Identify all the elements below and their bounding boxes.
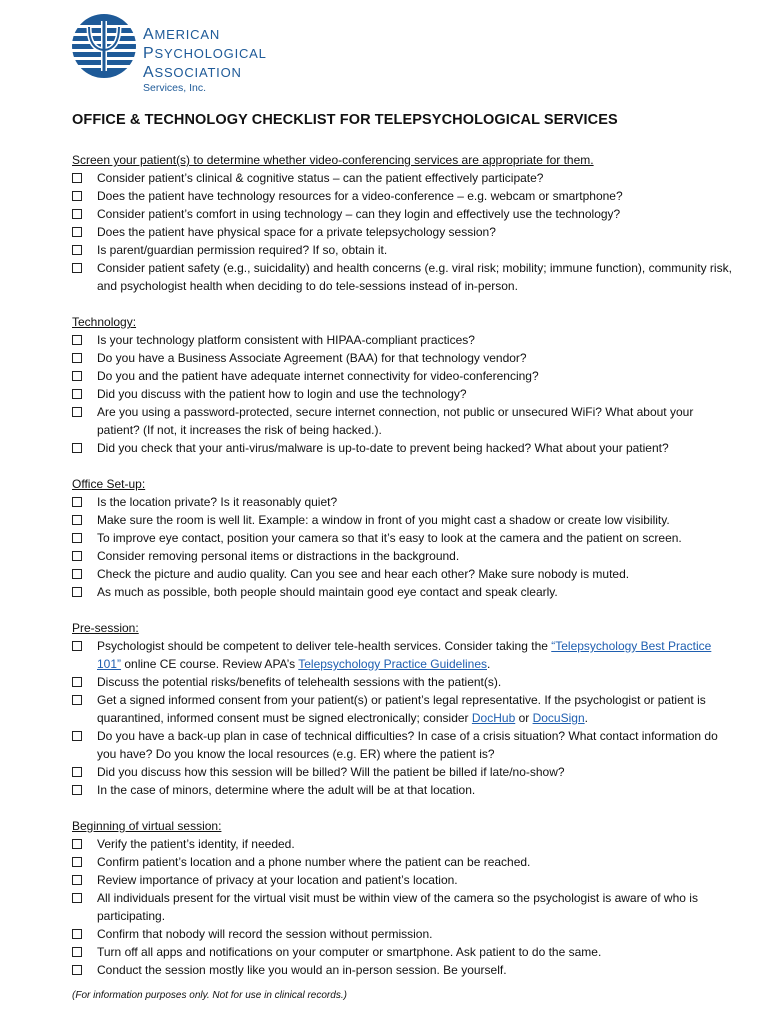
checkbox-icon[interactable]: [72, 839, 82, 849]
checklist-item: Conduct the session mostly like you would an in-person session. Be yourself.: [72, 961, 732, 979]
section-beginning-session: [72, 817, 732, 979]
org-line-1: AMERICAN: [143, 26, 221, 43]
org-subtitle: Services, Inc.: [143, 82, 207, 94]
checklist-item: Get a signed informed consent from your patient(s) or patient’s legal representative. If the psychologist or patient is quarantined, informed consent must be signed electronically; consider DocHub or DocuSign.: [72, 691, 732, 727]
checkbox-icon[interactable]: [72, 245, 82, 255]
checklist-item: Consider patient’s clinical & cognitive status – can the patient effectively participate?: [72, 169, 732, 187]
checklist-item: Are you using a password-protected, secure internet connection, not public or unsecured WiFi? What about your patient? (If not, it increases the risk of being hacked.).: [72, 403, 732, 439]
document-title: OFFICE & TECHNOLOGY CHECKLIST FOR TELEPSYCHOLOGICAL SERVICES: [72, 112, 618, 128]
checklist-item: Did you discuss with the patient how to login and use the technology?: [72, 385, 732, 403]
checkbox-icon[interactable]: [72, 731, 82, 741]
section-pre-session: [72, 619, 732, 799]
checkbox-icon[interactable]: [72, 263, 82, 273]
section-screen: [72, 151, 732, 295]
checkbox-icon[interactable]: [72, 389, 82, 399]
footer-disclaimer: (For information purposes only. Not for use in clinical records.): [72, 990, 347, 1001]
section-heading: Screen your patient(s) to determine whether video-conferencing services are appropriate for them.: [72, 153, 594, 167]
org-line-2: PSYCHOLOGICAL: [143, 45, 267, 62]
section-heading: Technology:: [72, 315, 137, 329]
checkbox-icon[interactable]: [72, 551, 82, 561]
checkbox-icon[interactable]: [72, 965, 82, 975]
checklist-item: Did you discuss how this session will be billed? Will the patient be billed if late/no-show?: [72, 763, 732, 781]
organization-name: [143, 25, 267, 94]
checkbox-icon[interactable]: [72, 875, 82, 885]
practice-guidelines-link[interactable]: Telepsychology Practice Guidelines: [298, 657, 487, 671]
section-office-setup: [72, 475, 732, 601]
checklist-item: Verify the patient’s identity, if needed.: [72, 835, 732, 853]
checkbox-icon[interactable]: [72, 947, 82, 957]
apa-logo-icon: [71, 13, 137, 79]
checkbox-icon[interactable]: [72, 515, 82, 525]
checklist-body: [72, 151, 732, 997]
section-technology: [72, 313, 732, 457]
checkbox-icon[interactable]: [72, 353, 82, 363]
checklist-item: To improve eye contact, position your camera so that it’s easy to look at the camera and the patient on screen.: [72, 529, 732, 547]
checklist-item: All individuals present for the virtual visit must be within view of the camera so the psychologist is aware of who is participating.: [72, 889, 732, 925]
docusign-link[interactable]: DocuSign: [532, 711, 585, 725]
section-heading: Pre-session:: [72, 621, 139, 635]
checklist-item: Is the location private? Is it reasonably quiet?: [72, 493, 732, 511]
checkbox-icon[interactable]: [72, 497, 82, 507]
checklist-item: Does the patient have technology resources for a video-conference – e.g. webcam or smartphone?: [72, 187, 732, 205]
dochub-link[interactable]: DocHub: [471, 711, 516, 725]
checkbox-icon[interactable]: [72, 227, 82, 237]
checkbox-icon[interactable]: [72, 857, 82, 867]
checkbox-icon[interactable]: [72, 533, 82, 543]
checkbox-icon[interactable]: [72, 569, 82, 579]
checklist-item: Did you check that your anti-virus/malware is up-to-date to prevent being hacked? What about your patient?: [72, 439, 732, 457]
checklist-item: Consider patient safety (e.g., suicidality) and health concerns (e.g. viral risk; mobility; immune function), community risk, and psychologist health when deciding to do tele-sessions instead of in-person.: [72, 259, 732, 295]
checklist-item: Do you have a Business Associate Agreement (BAA) for that technology vendor?: [72, 349, 732, 367]
checklist-item: Check the picture and audio quality. Can you see and hear each other? Make sure nobody is muted.: [72, 565, 732, 583]
checklist-item: Confirm patient’s location and a phone number where the patient can be reached.: [72, 853, 732, 871]
checklist-item: Confirm that nobody will record the session without permission.: [72, 925, 732, 943]
checklist-item: Consider patient’s comfort in using technology – can they login and effectively use the technology?: [72, 205, 732, 223]
org-line-3: ASSOCIATION: [143, 64, 242, 81]
section-heading: Beginning of virtual session:: [72, 819, 222, 833]
checklist-item: Review importance of privacy at your location and patient’s location.: [72, 871, 732, 889]
checklist-item: Do you and the patient have adequate internet connectivity for video-conferencing?: [72, 367, 732, 385]
checklist-item: Consider removing personal items or distractions in the background.: [72, 547, 732, 565]
checkbox-icon[interactable]: [72, 767, 82, 777]
checklist-item: Does the patient have physical space for a private telepsychology session?: [72, 223, 732, 241]
checkbox-icon[interactable]: [72, 173, 82, 183]
checklist-item: Is your technology platform consistent with HIPAA-compliant practices?: [72, 331, 732, 349]
checkbox-icon[interactable]: [72, 893, 82, 903]
checklist-item: Make sure the room is well lit. Example: a window in front of you might cast a shadow or create low visibility.: [72, 511, 732, 529]
checkbox-icon[interactable]: [72, 371, 82, 381]
checkbox-icon[interactable]: [72, 587, 82, 597]
checkbox-icon[interactable]: [72, 929, 82, 939]
checklist-item: Discuss the potential risks/benefits of telehealth sessions with the patient(s).: [72, 673, 732, 691]
section-heading: Office Set-up:: [72, 477, 146, 491]
checkbox-icon[interactable]: [72, 209, 82, 219]
checklist-item: Turn off all apps and notifications on your computer or smartphone. Ask patient to do the same.: [72, 943, 732, 961]
checkbox-icon[interactable]: [72, 335, 82, 345]
checkbox-icon[interactable]: [72, 407, 82, 417]
checklist-item: As much as possible, both people should maintain good eye contact and speak clearly.: [72, 583, 732, 601]
checkbox-icon[interactable]: [72, 191, 82, 201]
checklist-item: In the case of minors, determine where the adult will be at that location.: [72, 781, 732, 799]
checkbox-icon[interactable]: [72, 641, 82, 651]
checkbox-icon[interactable]: [72, 785, 82, 795]
checklist-item: Do you have a back-up plan in case of technical difficulties? In case of a crisis situation? What contact information do you have? Do you know the local resources (e.g. ER) where the patient is?: [72, 727, 732, 763]
checklist-item: Psychologist should be competent to deliver tele-health services. Consider taking the “Telepsychology Best Practice 101” online CE course. Review APA’s Telepsychology Practice Guidelines.: [72, 637, 732, 673]
checkbox-icon[interactable]: [72, 677, 82, 687]
telepsychology-course-link[interactable]: “Telepsychology Best Practice 101”: [97, 639, 712, 671]
checkbox-icon[interactable]: [72, 695, 82, 705]
checkbox-icon[interactable]: [72, 443, 82, 453]
checklist-item: Is parent/guardian permission required? If so, obtain it.: [72, 241, 732, 259]
